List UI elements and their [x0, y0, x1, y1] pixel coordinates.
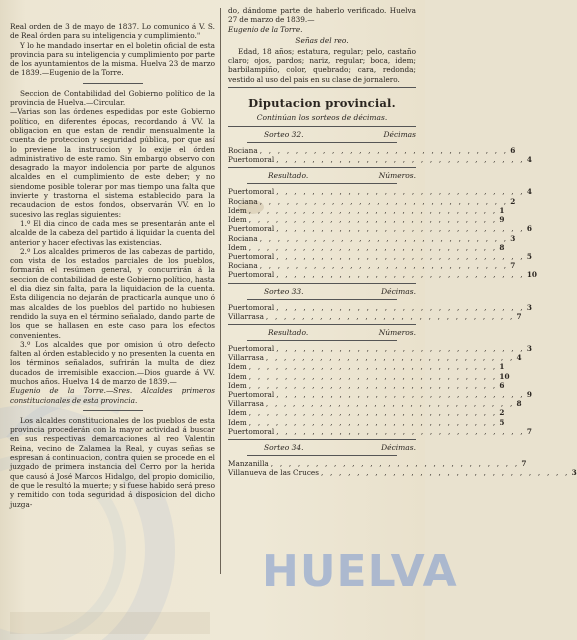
rule-paragraph: 2.º Los alcaldes primeros de las cabezas de partido, con vista de los estados parciales de los pueblos, formarán el resúmen general, y concurrirán á la seccion de contabilidad de este Gobierno político, hasta el dia diez sin falta, para la liquidacion de la cuenta. Esta diligencia no dejarán de practicarla aunque uno ó mas alcaldes de los pueblos del partido no hubiesen rendido la suya en el término señalado, dando parte de los que se hallasen en este caso para los efectos convenientes. [10, 246, 215, 340]
divider [247, 455, 397, 456]
sorteo-header [228, 443, 416, 452]
row-name: Idem [228, 215, 247, 225]
dot-leader: , , , , , , , , , , , , , , , , , , , , , , , , , , , , [276, 426, 525, 436]
row-value: 3 [526, 302, 532, 312]
text-paragraph: —Varias son las órdenes espedidas por este Gobierno político, en diferentes épocas, recordando á VV. la obligacion en que estan de rendir mensualmente la cuenta de proteccion y seguridad pública, por que así lo previene la instruccion y lo exije el órden administrativo de este ramo. Sin embargo observo con desagrado la mayor indolencia por parte de algunos alcaldes en el cumplimiento de este deber; y no siendome posible tolerar por mas tiempo una falta que invierte y trastorna el sistema establecido para la recaudacion de estos fondos, observarán VV. en lo sucesivo las reglas siguientes: [10, 107, 215, 219]
sorteos-list [228, 130, 577, 478]
dot-leader: , , , , , , , , , , , , , , , , , , , , , , , , , , , , [276, 251, 525, 261]
senas-text: Edad, 18 años; estatura, regular; pelo, castaño claro; ojos, pardos; nariz, regular; boca, idem; barbilampiño, color, quebrado; cara, redonda; vestido al uso del pais en su clase de jornalero. [228, 46, 416, 84]
decimas-row [228, 468, 577, 478]
row-value: 6 [526, 224, 532, 234]
result-row [228, 187, 532, 197]
result-row [228, 205, 505, 215]
dot-leader: , , , , , , , , , , , , , , , , , , , , , , , , , , , , [276, 224, 525, 234]
dot-leader: , , , , , , , , , , , , , , , , , , , , , , , , , , , , [276, 302, 525, 312]
result-row [228, 417, 505, 427]
result-row [228, 408, 505, 418]
dot-leader: , , , , , , , , , , , , , , , , , , , , , , , , , , , , [276, 389, 525, 399]
result-header [228, 171, 416, 180]
dot-leader: , , , , , , , , , , , , , , , , , , , , , , , , , , , , [276, 155, 525, 165]
row-value: 3 [510, 233, 516, 243]
result-row [228, 251, 532, 261]
row-name: Idem [228, 380, 247, 390]
row-name: Rociana [228, 196, 258, 206]
decimas-label: Décimas. [381, 286, 416, 296]
row-name: Rociana [228, 261, 258, 271]
divider [247, 142, 397, 143]
row-value: 4 [526, 155, 532, 165]
decimas-row [228, 155, 532, 165]
dot-leader: , , , , , , , , , , , , , , , , , , , , , , , , , , , , [276, 270, 525, 280]
dot-leader: , , , , , , , , , , , , , , , , , , , , , , , , , , , , [265, 353, 515, 363]
result-row [228, 261, 516, 271]
divider [247, 340, 397, 341]
row-name: Puertomoral [228, 187, 275, 197]
row-name: Puertomoral [228, 251, 275, 261]
text-paragraph: Y lo he mandado insertar en el boletin oficial de esta provincia para su inteligencia y cumplimiento por parte de los ayuntamientos de la misma. Huelva 23 de marzo de 1839.—Eugenio de la Torre. [10, 40, 215, 78]
divider [247, 299, 397, 300]
section-subheading: Continúan los sorteos de décimas. [256, 113, 388, 123]
row-value: 7 [510, 261, 516, 271]
divider [83, 410, 143, 411]
row-value: 7 [516, 311, 522, 321]
row-value: 10 [499, 371, 510, 381]
huelva-stamp: HUELVA [262, 546, 458, 597]
row-value: 1 [499, 205, 505, 215]
row-name: Idem [228, 417, 247, 427]
row-name: Villarrasa [228, 399, 264, 409]
row-value: 7 [526, 426, 532, 436]
result-row [228, 362, 505, 372]
row-name: Rociana [228, 146, 258, 156]
left-column [10, 22, 215, 509]
row-name: Puertomoral [228, 155, 275, 165]
row-name: Manzanilla [228, 458, 269, 468]
text-paragraph: do, dándome parte de haberlo verificado. Huelva 27 de marzo de 1839.— [228, 6, 416, 25]
sorteo-label: Sorteo 32. [264, 130, 304, 140]
section-title: Seccion de Contabilidad del Gobierno político de la provincia de Huelva.—Circular. [10, 88, 215, 108]
dot-leader: , , , , , , , , , , , , , , , , , , , , , , , , , , , , [248, 371, 498, 381]
dot-leader: , , , , , , , , , , , , , , , , , , , , , , , , , , , , [248, 408, 498, 418]
divider [228, 126, 416, 127]
divider [228, 167, 416, 168]
result-row [228, 233, 516, 243]
dot-leader: , , , , , , , , , , , , , , , , , , , , , , , , , , , , [259, 196, 509, 206]
dot-leader: , , , , , , , , , , , , , , , , , , , , , , , , , , , , [259, 146, 509, 156]
result-row [228, 380, 505, 390]
dot-leader: , , , , , , , , , , , , , , , , , , , , , , , , , , , , [248, 205, 498, 215]
result-row [228, 215, 505, 225]
sorteo-label: Sorteo 34. [264, 442, 304, 452]
rule-paragraph: 3.º Los alcaldes que por omision ú otro defecto falten al órden establecido y no presenten la cuenta en los términos señalados, sufrirán la multa de diez ducados de irremisible exaccion.—Dios guarde á VV. muchos años. Huelva 14 de marzo de 1839.— [10, 339, 215, 386]
row-value: 3 [526, 343, 532, 353]
result-row [228, 224, 532, 234]
row-value: 4 [526, 187, 532, 197]
text-paragraph: Real orden de 3 de mayo de 1837. Lo comunico á V. S. de Real órden para su inteligencia y cumplimiento." [10, 22, 215, 41]
result-row [228, 196, 516, 206]
row-name: Villarrasa [228, 353, 264, 363]
row-value: 3 [571, 468, 577, 478]
result-row [228, 426, 532, 436]
decimas-row [228, 458, 527, 468]
result-row [228, 343, 532, 353]
divider [228, 283, 416, 284]
row-name: Puertomoral [228, 343, 275, 353]
dot-leader: , , , , , , , , , , , , , , , , , , , , , , , , , , , , [259, 233, 509, 243]
row-value: 8 [499, 242, 505, 252]
row-name: Idem [228, 242, 247, 252]
dot-leader: , , , , , , , , , , , , , , , , , , , , , , , , , , , , [320, 468, 570, 478]
sorteo-header [228, 130, 416, 139]
divider [228, 87, 416, 88]
row-value: 2 [510, 196, 516, 206]
dot-leader: , , , , , , , , , , , , , , , , , , , , , , , , , , , , [248, 215, 498, 225]
column-divider [220, 8, 221, 574]
dot-leader: , , , , , , , , , , , , , , , , , , , , , , , , , , , , [276, 343, 525, 353]
row-value: 8 [516, 399, 522, 409]
row-value: 7 [521, 458, 527, 468]
row-value: 4 [516, 353, 522, 363]
row-name: Idem [228, 205, 247, 215]
divider [83, 83, 143, 84]
dot-leader: , , , , , , , , , , , , , , , , , , , , , , , , , , , , [248, 242, 498, 252]
decimas-row [228, 302, 532, 312]
divider [228, 324, 416, 325]
signature: Eugenio de la Torre.—Sres. Alcaldes primeros constitucionales de esta provincia. [10, 386, 215, 405]
sorteo-label: Sorteo 33. [264, 286, 304, 296]
rule-paragraph: 1.º El dia cinco de cada mes se presentarán ante el alcalde de la cabeza del partido á liquidar la cuenta del anterior y hacer efectivas las existencias. [10, 218, 215, 247]
result-row [228, 399, 522, 409]
result-label: Resultado. [268, 327, 309, 337]
row-name: Puertomoral [228, 302, 275, 312]
result-row [228, 371, 510, 381]
numeros-label: Números. [378, 171, 416, 181]
row-name: Idem [228, 362, 247, 372]
row-value: 9 [526, 389, 532, 399]
section-heading: Diputacion provincial. [248, 96, 396, 111]
numeros-label: Números. [378, 327, 416, 337]
row-value: 5 [499, 417, 505, 427]
decimas-label: Décimas. [381, 442, 416, 452]
right-column [228, 6, 577, 478]
row-value: 9 [499, 215, 505, 225]
divider [228, 439, 416, 440]
result-row [228, 242, 505, 252]
row-name: Puertomoral [228, 224, 275, 234]
row-name: Idem [228, 371, 247, 381]
row-value: 1 [499, 362, 505, 372]
dot-leader: , , , , , , , , , , , , , , , , , , , , , , , , , , , , [248, 380, 498, 390]
sorteo-header [228, 287, 416, 296]
dot-leader: , , , , , , , , , , , , , , , , , , , , , , , , , , , , [265, 311, 515, 321]
dot-leader: , , , , , , , , , , , , , , , , , , , , , , , , , , , , [248, 362, 498, 372]
dot-leader: , , , , , , , , , , , , , , , , , , , , , , , , , , , , [270, 458, 520, 468]
dot-leader: , , , , , , , , , , , , , , , , , , , , , , , , , , , , [265, 399, 515, 409]
row-value: 6 [510, 146, 516, 156]
row-value: 2 [499, 408, 505, 418]
paper-stain [10, 612, 210, 634]
signature: Eugenio de la Torre. [228, 24, 303, 34]
row-name: Idem [228, 408, 247, 418]
row-name: Rociana [228, 233, 258, 243]
row-name: Puertomoral [228, 426, 275, 436]
row-name: Villarrasa [228, 311, 264, 321]
result-header [228, 328, 416, 337]
dot-leader: , , , , , , , , , , , , , , , , , , , , , , , , , , , , [248, 417, 498, 427]
row-value: 5 [526, 251, 532, 261]
row-value: 10 [526, 270, 537, 280]
text-paragraph: Los alcaldes constitucionales de los pueblos de esta provincia procederán con la mayor actividad á buscar en sus respectivas demarcaciones al reo Valentin Reina, vecino de Zalamea la Real, y cuyas señas se espresan á continuacion, contra quien se procede en el juzgado de primera instancia del Cerro por la herida que causó á José Marcos Hidalgo, del propio domicilio, de que le resultó la muerte; y si fuese habido será preso y remitido con toda seguridad á disposicion del dicho juzga- [10, 415, 215, 509]
dot-leader: , , , , , , , , , , , , , , , , , , , , , , , , , , , , [259, 261, 509, 271]
row-name: Villanueva de las Cruces [228, 468, 319, 478]
divider [247, 183, 397, 184]
senas-title: Señas del reo. [295, 35, 349, 45]
result-row [228, 270, 537, 280]
decimas-row [228, 146, 516, 156]
result-label: Resultado. [268, 171, 309, 181]
row-value: 6 [499, 380, 505, 390]
decimas-row [228, 311, 522, 321]
result-row [228, 389, 532, 399]
decimas-label: Décimas [383, 130, 416, 140]
row-name: Puertomoral [228, 389, 275, 399]
result-row [228, 353, 522, 363]
dot-leader: , , , , , , , , , , , , , , , , , , , , , , , , , , , , [276, 187, 525, 197]
row-name: Puertomoral [228, 270, 275, 280]
